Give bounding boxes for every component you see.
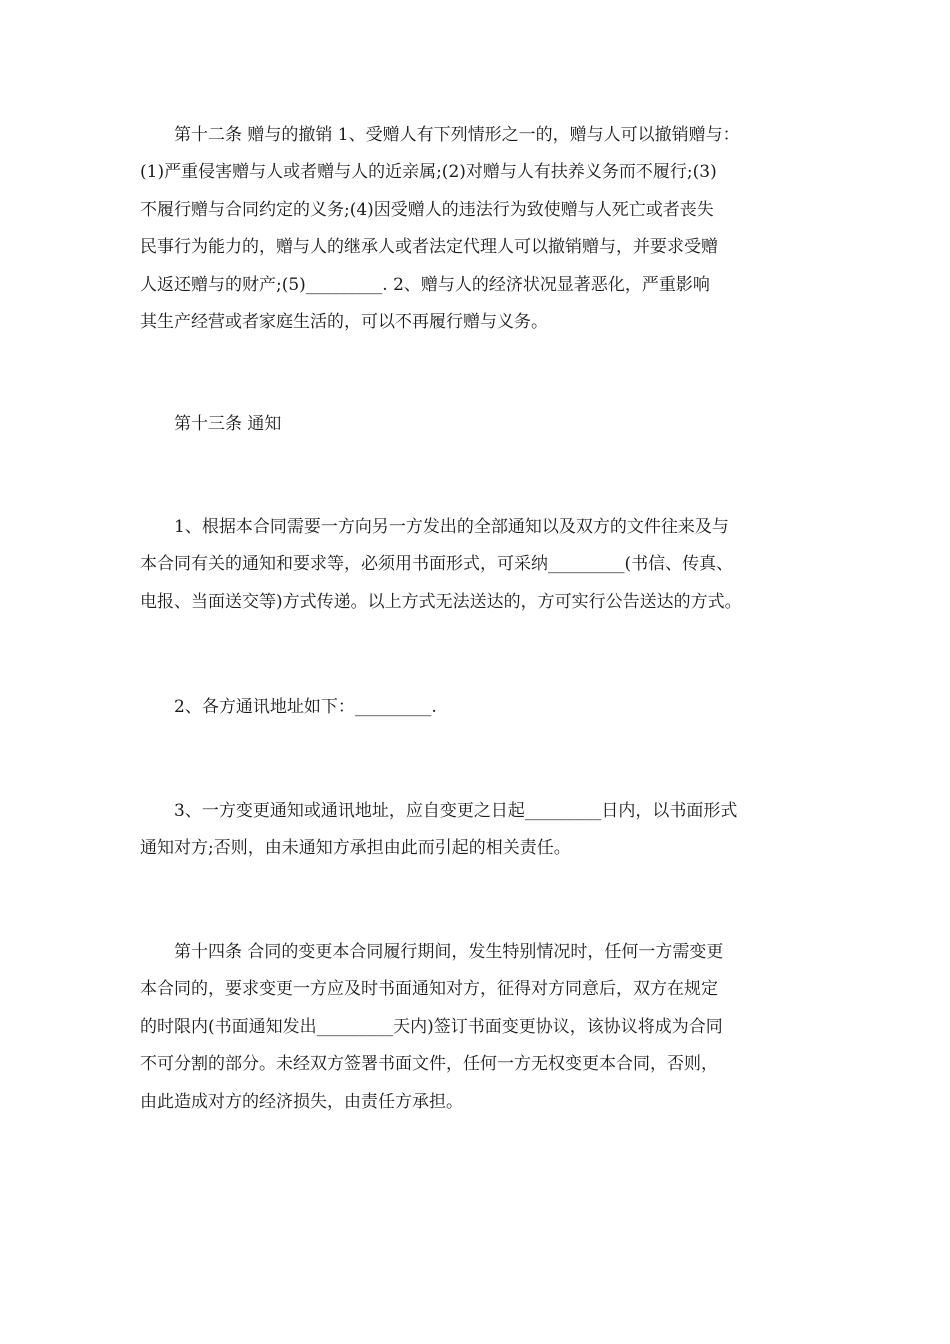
text-line: 人返还赠与的财产;(5)_________. 2、赠与人的经济状况显著恶化，严重影响: [140, 274, 710, 295]
text-line: 其生产经营或者家庭生活的，可以不再履行赠与义务。: [140, 311, 548, 332]
notice-clause-1: [140, 509, 742, 621]
text-line: (1)严重侵害赠与人或者赠与人的近亲属;(2)对赠与人有扶养义务而不履行;(3): [140, 162, 717, 183]
text-line: 通知对方;否则，由未通知方承担由此而引起的相关责任。: [140, 838, 571, 859]
text-line: 本合同的，要求变更一方应及时书面通知对方，征得对方同意后，双方在规定: [140, 979, 718, 1000]
text-line: 民事行为能力的，赠与人的继承人或者法定代理人可以撤销赠与，并要求受赠: [140, 237, 718, 258]
text-line: 第十四条 合同的变更本合同履行期间，发生特别情况时，任何一方需变更: [174, 942, 724, 962]
text-line: 第十二条 赠与的撤销 1、受赠人有下列情形之一的，赠与人可以撤销赠与：: [174, 125, 740, 145]
notice-clause-3: [140, 793, 737, 868]
text-line: 由此造成对方的经济损失，由责任方承担。: [140, 1091, 463, 1112]
text-line: 电报、当面送交等)方式传递。以上方式无法送达的，方可实行公告送达的方式。: [140, 591, 742, 612]
text-line: 不可分割的部分。未经双方签署书面文件，任何一方无权变更本合同，否则，: [140, 1054, 718, 1075]
text-line: 本合同有关的通知和要求等，必须用书面形式，可采纳_________(书信、传真、: [140, 554, 734, 575]
article-12-paragraph: [140, 117, 740, 341]
article-14-paragraph: [140, 934, 723, 1121]
text-line: 的时限内(书面通知发出_________天内)签订书面变更协议，该协议将成为合同: [140, 1016, 723, 1037]
text-line: 1、根据本合同需要一方向另一方发出的全部通知以及双方的文件往来及与: [174, 517, 729, 537]
text-line: 3、一方变更通知或通讯地址，应自变更之日起_________日内，以书面形式: [174, 801, 738, 821]
text-line: 不履行赠与合同约定的义务;(4)因受赠人的违法行为致使赠与人死亡或者丧失: [140, 199, 714, 220]
notice-clause-2: [140, 689, 437, 726]
article-13-heading: [140, 406, 281, 443]
text-line: 第十三条 通知: [174, 414, 282, 434]
text-line: 2、各方通讯地址如下：_________.: [174, 697, 437, 717]
